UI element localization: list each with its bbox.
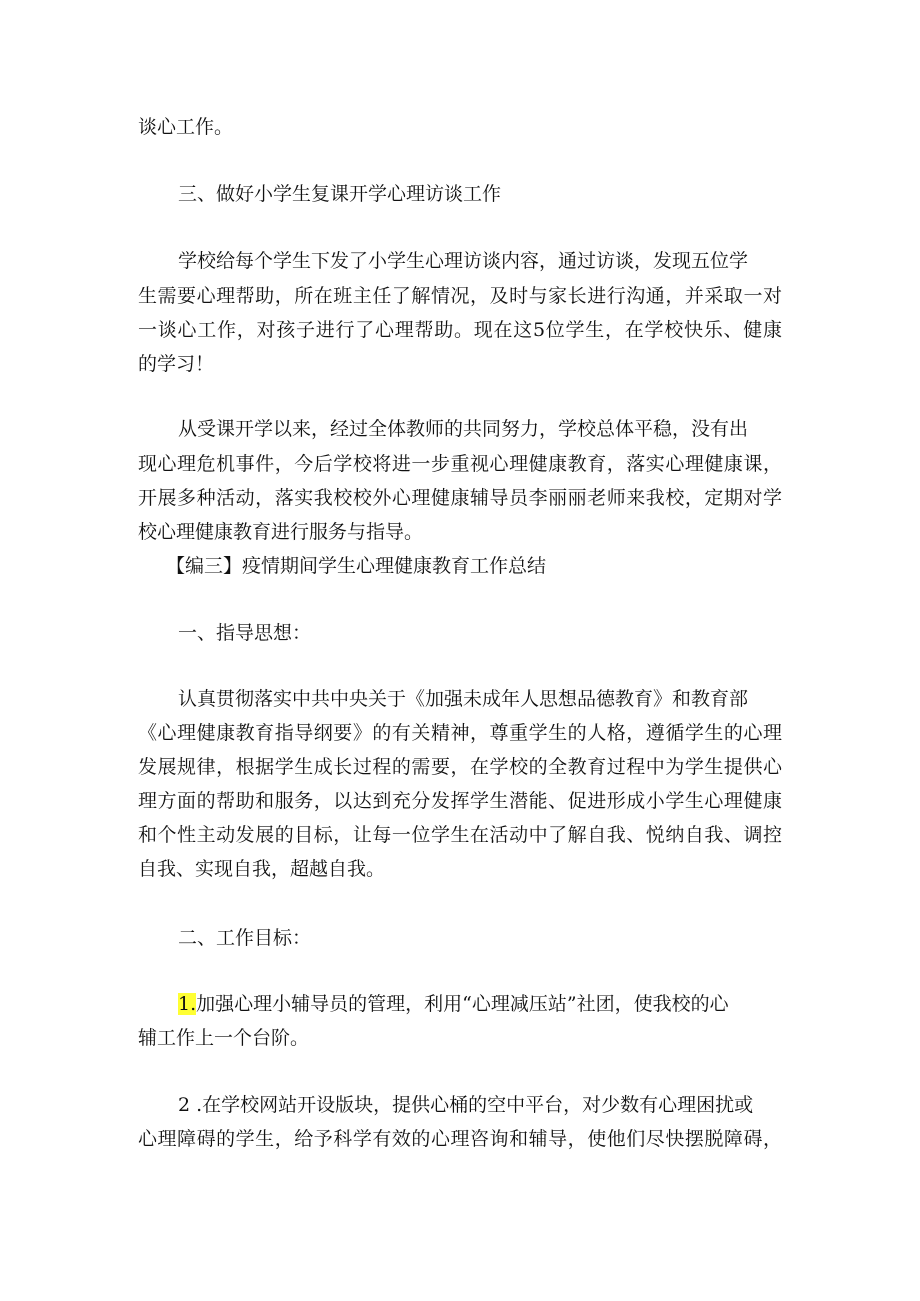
paragraph-line: 认真贯彻落实中共中央关于《加强未成年人思想品德教育》和教育部: [178, 688, 749, 710]
list-item-text: .在学校网站开设版块，提供心桶的空中平台，对少数有心理困扰或: [196, 1094, 754, 1116]
paragraph-line: 《心理健康教育指导纲要》的有关精神，尊重学生的人格，遵循学生的心理: [138, 722, 782, 744]
paragraph-line: 的学习！: [138, 353, 215, 375]
section-heading: 一、指导思想：: [178, 622, 312, 644]
section-heading: 二、工作目标：: [178, 927, 312, 949]
paragraph-line: 和个性主动发展的目标，让每一位学生在活动中了解自我、悦纳自我、调控: [138, 824, 782, 846]
paragraph-line: 心理障碍的学生，给予科学有效的心理咨询和辅导，使他们尽快摆脱障碍，: [138, 1128, 782, 1150]
paragraph-line: 校心理健康教育进行服务与指导。: [138, 521, 424, 543]
list-item: [178, 995, 729, 1014]
paragraph-line: 辅工作上一个台阶。: [138, 1027, 310, 1049]
paragraph-line: 开展多种活动，落实我校校外心理健康辅导员李丽丽老师来我校，定期对学: [138, 487, 782, 509]
paragraph-line: 从受课开学以来，经过全体教师的共同努力，学校总体平稳，没有出: [178, 418, 749, 440]
paragraph-line: 自我、实现自我，超越自我。: [138, 858, 386, 880]
paragraph-line: 发展规律，根据学生成长过程的需要，在学校的全教育过程中为学生提供心: [138, 756, 782, 778]
paragraph-line: 现心理危机事件，今后学校将进一步重视心理健康教育，落实心理健康课，: [138, 453, 782, 475]
paragraph-line: 谈心工作。: [138, 116, 234, 138]
paragraph-line: 一谈心工作，对孩子进行了心理帮助。现在这5位学生，在学校快乐、健康: [138, 319, 782, 341]
list-item-number: 2: [178, 1094, 191, 1116]
paragraph-line: 理方面的帮助和服务，以达到充分发挥学生潜能、促进形成小学生心理健康: [138, 790, 782, 812]
paragraph-line: 学校给每个学生下发了小学生心理访谈内容，通过访谈，发现五位学: [178, 250, 749, 272]
list-item: [178, 1096, 753, 1115]
highlighted-number: 1.: [178, 993, 197, 1015]
section-heading: 三、做好小学生复课开学心理访谈工作: [178, 183, 502, 205]
document-section-title: 【编三】疫情期间学生心理健康教育工作总结: [166, 555, 547, 577]
list-item-text: 加强心理小辅导员的管理，利用“心理减压站”社团，使我校的心: [196, 993, 729, 1015]
paragraph-line: 生需要心理帮助，所在班主任了解情况，及时与家长进行沟通，并采取一对: [138, 285, 782, 307]
